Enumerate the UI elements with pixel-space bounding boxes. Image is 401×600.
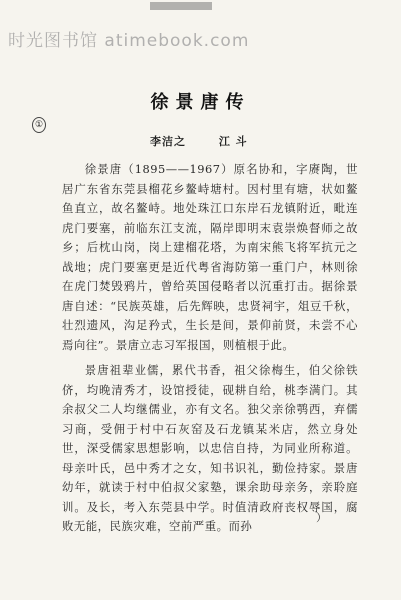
page-title: 徐景唐传	[150, 92, 251, 113]
watermark: 时光图书馆 atimebook.com	[8, 31, 250, 51]
author-name: 李洁之	[150, 135, 186, 148]
paragraph: 景唐祖辈业儒，累代书香，祖父徐梅生，伯父徐铁侪，均晚清秀才，设馆授徒，砚耕自给，桃李满门。其余叔父二人均继儒业，亦有文名。独父亲徐鹗西，弃儒习商，受佣于村中石灰窑及石龙镇某米店，然立身处世，深受儒家思想影响，以忠信自持，为同业所称道。母亲叶氏，邑中秀才之女，知书识礼，勤俭持家。景唐幼年，就读于村中伯叔父家塾，课余助母亲务，亲聆庭训。及长，考入东莞县中学。时值清政府丧权辱国，腐败无能，民族灾难，空前严重。而孙	[62, 363, 358, 533]
header-bar	[150, 2, 212, 10]
authors-line	[150, 133, 248, 149]
paragraph: 徐景唐（1895——1967）原名协和，字赓陶，世居广东省东莞县榴花乡鳌峙塘村。因村里有塘，状如鳌鱼直立，故名鳌峙。地处珠江口东岸石龙镇附近，毗连虎门要塞，前临东江支流，隔岸即明末袁崇焕督师之故乡；后枕山岗，岗上建榴花塔，为南宋熊飞将军抗元之战地；虎门要塞更是近代粤省海防第一重门户，林则徐在虎门焚毁鸦片，曾给英国侵略者以沉重打击。据徐景唐自述：“民族英雄，后先辉映，忠贤祠宇，俎豆千秋，壮烈遗风，沟足矜式，生长是间，景仰前贤，未尝不心焉向往”。景唐立志习军报国，则植根于此。	[62, 162, 358, 352]
corner-mark: ）	[316, 511, 327, 524]
page-marker: ①	[32, 117, 46, 133]
body-text	[62, 160, 358, 537]
author-name: 江 斗	[218, 135, 248, 148]
